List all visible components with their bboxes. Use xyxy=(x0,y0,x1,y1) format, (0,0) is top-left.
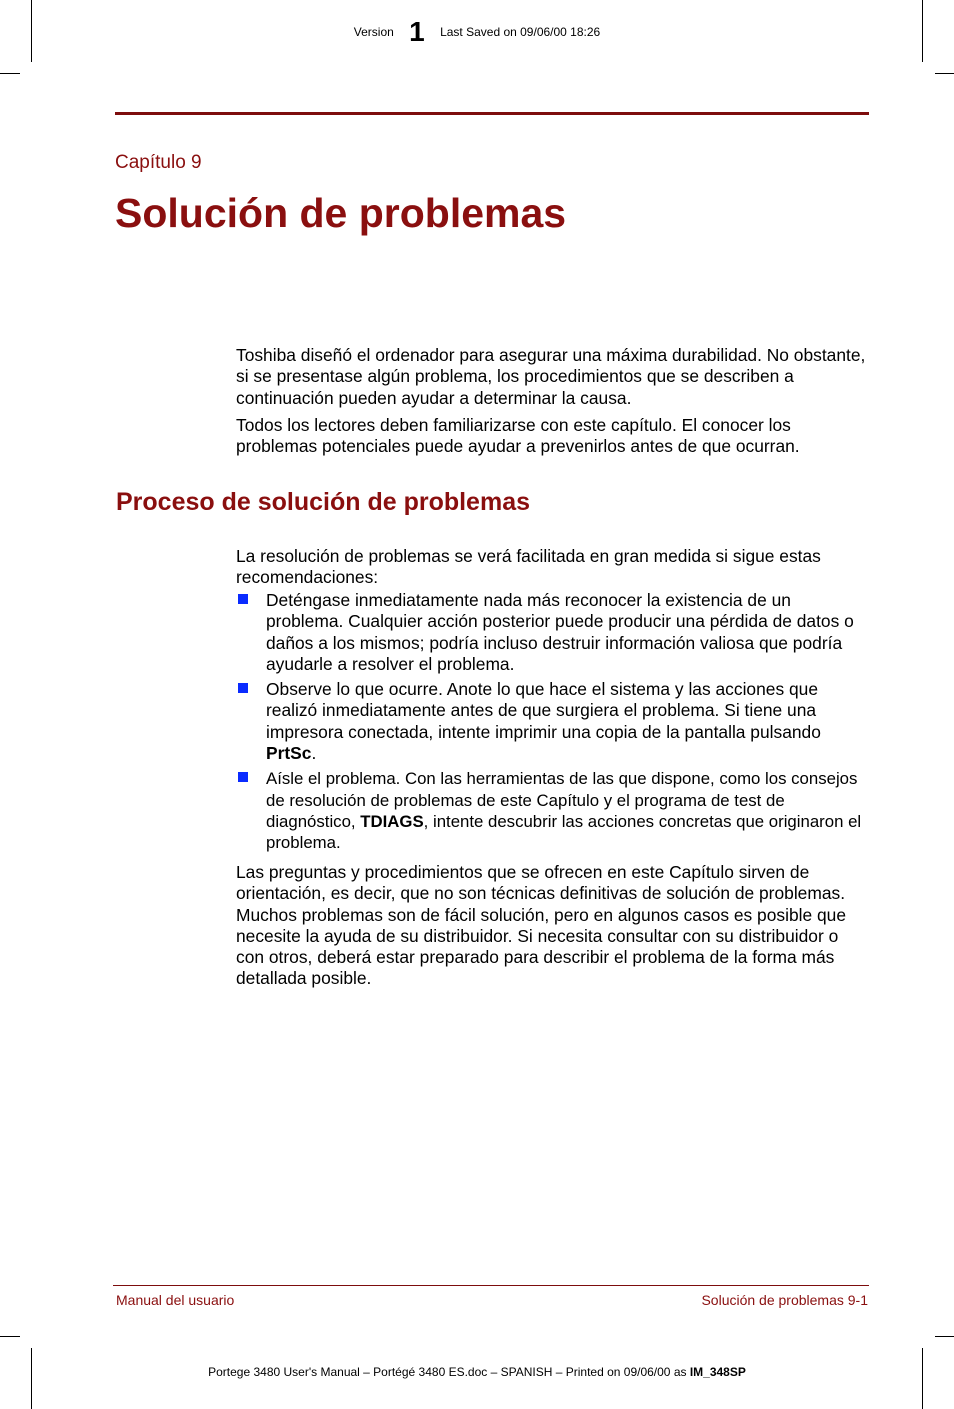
document-header xyxy=(0,18,954,46)
list-item-text: Observe lo que ocurre. Anote lo que hace el sistema y las acciones que realizó inmediatamente antes de que surgiera el problema. Si tiene una impresora conectada, intente imprimir una copia de la pantalla pulsando xyxy=(266,679,821,742)
closing-paragraph: Las preguntas y procedimientos que se ofrecen en este Capítulo sirven de orientación, es decir, que no son técnicas definitivas de solución de problemas. Muchos problemas son de fácil solución, pero en algunos casos es posible que necesite la ayuda de su distribuidor. Si necesita consultar con su distribuidor o con otros, deberá estar preparado para describir el problema de la forma más detallada posible. xyxy=(236,862,847,989)
list-item-text: Deténgase inmediatamente nada más reconocer la existencia de un problema. Cualquier acción posterior puede producir una pérdida de datos o daños a los mismos; podría incluso destruir información valiosa que podría ayudarle a resolver el problema. xyxy=(266,590,854,674)
list-item xyxy=(236,768,871,853)
list-item-text-end: . xyxy=(311,743,317,764)
bullet-square-icon xyxy=(238,594,248,604)
section-heading: Proceso de solución de problemas xyxy=(116,488,531,516)
print-line: Portege 3480 User's Manual – Portégé 3480 ES.doc – SPANISH – Printed on 09/06/00 as xyxy=(208,1365,690,1379)
version-label: Version xyxy=(353,25,394,39)
intro-paragraph: Toshiba diseñó el ordenador para asegurar una máxima durabilidad. No obstante, si se presentase algún problema, los procedimientos que se describen a continuación pueden ayudar a determinar la causa. xyxy=(236,345,866,408)
closing-text xyxy=(236,862,868,990)
key-name: PrtSc xyxy=(266,743,312,764)
list-item xyxy=(236,590,871,675)
crop-mark xyxy=(935,1336,954,1337)
header-rule xyxy=(115,112,869,115)
footer-manual-title: Manual del usuario xyxy=(116,1292,235,1308)
crop-mark xyxy=(935,73,954,74)
intro-text xyxy=(236,345,868,457)
footer-rule xyxy=(113,1285,869,1286)
lead-paragraph: La resolución de problemas se verá facilitada en gran medida si sigue estas recomendaciones: xyxy=(236,546,821,588)
section-lead xyxy=(236,546,868,589)
intro-paragraph: Todos los lectores deben familiarizarse con este capítulo. El conocer los problemas potenciales puede ayudar a prevenirlos antes de que ocurran. xyxy=(236,414,800,457)
list-item-text: Aísle el problema. Con las herramientas de las que dispone, como los consejos de resolución de problemas de este Capítulo y el programa de test de diagnóstico, xyxy=(266,769,858,831)
bullet-square-icon xyxy=(238,772,248,782)
chapter-label: Capítulo 9 xyxy=(115,152,202,173)
page-title: Solución de problemas xyxy=(115,190,567,236)
version-number: 1 xyxy=(409,16,425,47)
print-code: IM_348SP xyxy=(689,1365,746,1379)
recommendation-list xyxy=(236,590,871,858)
crop-mark xyxy=(0,73,20,74)
list-item-text-end: , intente descubrir las acciones concretas que originaron el problema. xyxy=(266,811,862,853)
crop-mark xyxy=(0,1336,20,1337)
bullet-square-icon xyxy=(238,683,248,693)
last-saved: Last Saved on 09/06/00 18:26 xyxy=(440,25,601,39)
footer-page-number: Solución de problemas 9-1 xyxy=(701,1292,868,1308)
print-info xyxy=(0,1365,954,1379)
list-item xyxy=(236,679,871,764)
program-name: TDIAGS xyxy=(360,811,424,831)
